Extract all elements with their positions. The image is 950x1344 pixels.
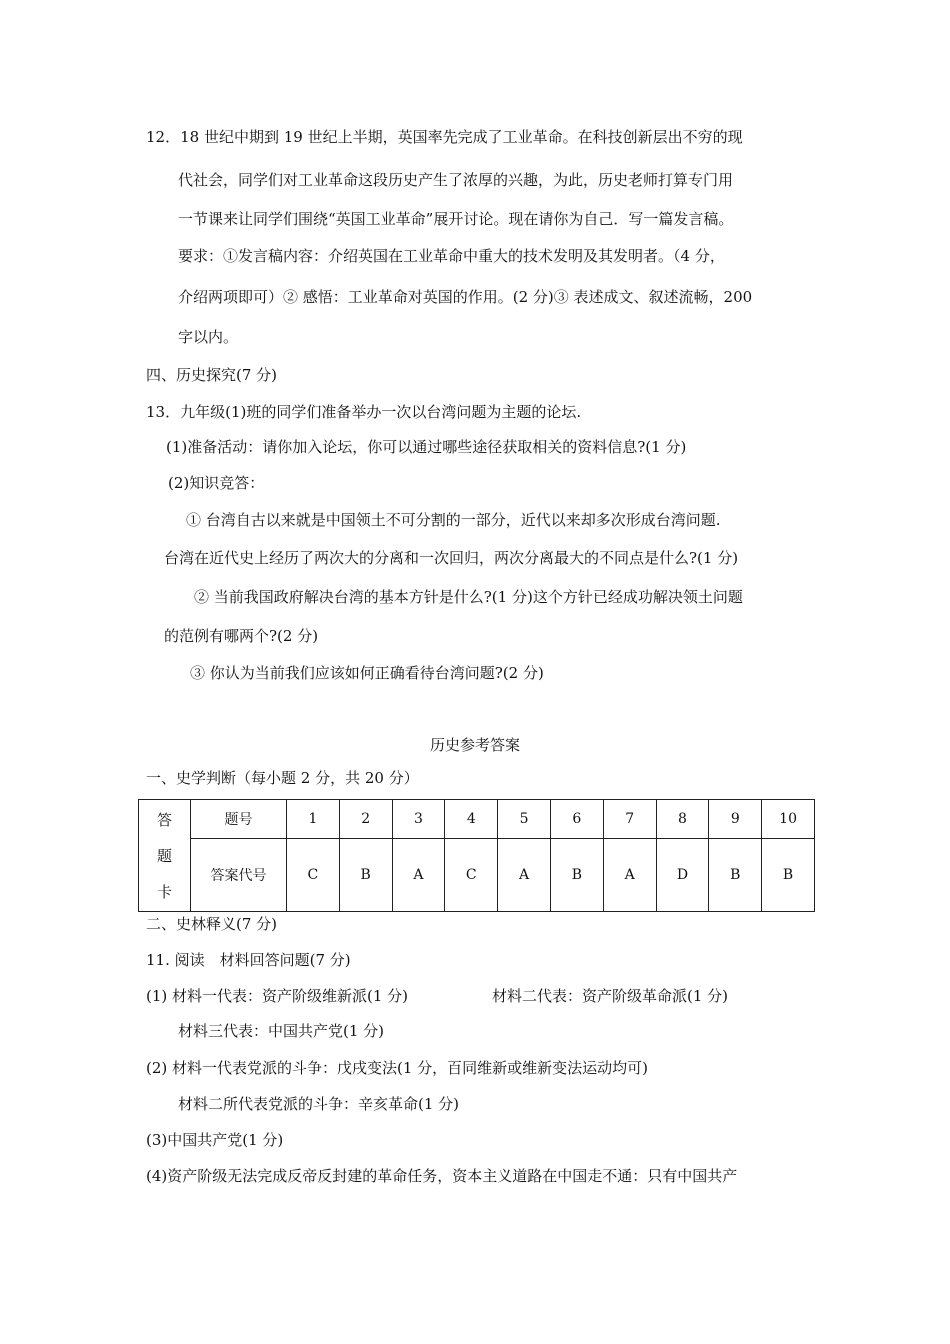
question-number: 9: [709, 800, 762, 839]
answers-section-2: 二、史林释义(7 分): [146, 915, 278, 933]
answer-code: A: [392, 839, 445, 912]
q13-part-2: (2)知识竞答：: [168, 474, 265, 492]
side-char-2: 题: [156, 846, 172, 865]
answer-code: B: [550, 839, 603, 912]
q13-sub-2-line-1: ② 当前我国政府解决台湾的基本方针是什么?(1 分)这个方针已经成功解决领土问题: [194, 588, 743, 606]
question-number: 4: [445, 800, 498, 839]
answer-code: C: [445, 839, 498, 912]
q12-line-1: 12．18 世纪中期到 19 世纪上半期，英国率先完成了工业革命。在科技创新层出不穷的现: [146, 128, 743, 146]
q13-sub-3: ③ 你认为当前我们应该如何正确看待台湾问题?(2 分): [190, 664, 544, 682]
question-number: 3: [392, 800, 445, 839]
q11-answer-1-right: 材料二代表：资产阶级革命派(1 分): [492, 987, 729, 1005]
question-number: 2: [339, 800, 392, 839]
row-label-answer-code: 答案代号: [191, 839, 287, 912]
q11-answer-1-line-2: 材料三代表：中国共产党(1 分): [178, 1022, 385, 1040]
section-4-heading: 四、历史探究(7 分): [146, 366, 278, 384]
q12-line-2: 代社会，同学们对工业革命这段历史产生了浓厚的兴趣，为此，历史老师打算专门用: [178, 171, 734, 189]
answer-code: B: [339, 839, 392, 912]
q11-answer-4: (4)资产阶级无法完成反帝反封建的革命任务，资本主义道路在中国走不通：只有中国共产: [146, 1167, 738, 1185]
answer-card-side-label: [139, 800, 191, 912]
question-number: 6: [550, 800, 603, 839]
q13-sub-1-line-1: ① 台湾自古以来就是中国领土不可分割的一部分，近代以来却多次形成台湾问题.: [186, 511, 721, 529]
question-number: 10: [762, 800, 815, 839]
q13-sub-2-line-2: 的范例有哪两个?(2 分): [164, 627, 319, 645]
q12-line-5: 介绍两项即可）② 感悟：工业革命对英国的作用。(2 分)③ 表述成文、叙述流畅，200: [178, 288, 753, 306]
q13-part-1: (1)准备活动：请你加入论坛，你可以通过哪些途径获取相关的资料信息?(1 分): [166, 438, 687, 456]
q11-stem: 11. 阅读 材料回答问题(7 分): [146, 951, 351, 969]
question-number: 1: [287, 800, 340, 839]
q12-line-3: 一节课来让同学们围绕“英国工业革命”展开讨论。现在请你为自己．写一篇发言稿。: [178, 210, 734, 228]
answer-code: D: [656, 839, 709, 912]
q11-answer-3: (3)中国共产党(1 分): [146, 1131, 284, 1149]
answers-title: 历史参考答案: [429, 736, 520, 754]
answer-code: B: [709, 839, 762, 912]
q11-answer-2-line-1: (2) 材料一代表党派的斗争：戊戌变法(1 分，百同维新或维新变法运动均可): [146, 1059, 649, 1077]
question-number: 5: [498, 800, 551, 839]
answer-code: A: [498, 839, 551, 912]
q13-stem: 13．九年级(1)班的同学们准备举办一次以台湾问题为主题的论坛.: [146, 403, 582, 421]
side-char-1: 答: [156, 810, 172, 829]
q12-line-4: 要求：①发言稿内容：介绍英国在工业革命中重大的技术发明及其发明者。（4 分，: [178, 247, 725, 265]
side-char-3: 卡: [156, 882, 172, 901]
row-label-number: 题号: [191, 800, 287, 839]
answer-code: B: [762, 839, 815, 912]
answer-code: C: [287, 839, 340, 912]
answer-card-table: [138, 799, 815, 912]
answers-section-1: 一、史学判断（每小题 2 分，共 20 分）: [146, 769, 419, 787]
q11-answer-2-line-2: 材料二所代表党派的斗争：辛亥革命(1 分): [178, 1095, 460, 1113]
answer-code: A: [603, 839, 656, 912]
q12-line-6: 字以内。: [178, 328, 239, 346]
q13-sub-1-line-2: 台湾在近代史上经历了两次大的分离和一次回归，两次分离最大的不同点是什么?(1 分): [164, 549, 739, 567]
question-number: 7: [603, 800, 656, 839]
q11-answer-1-left: (1) 材料一代表：资产阶级维新派(1 分): [146, 987, 409, 1005]
question-number: 8: [656, 800, 709, 839]
